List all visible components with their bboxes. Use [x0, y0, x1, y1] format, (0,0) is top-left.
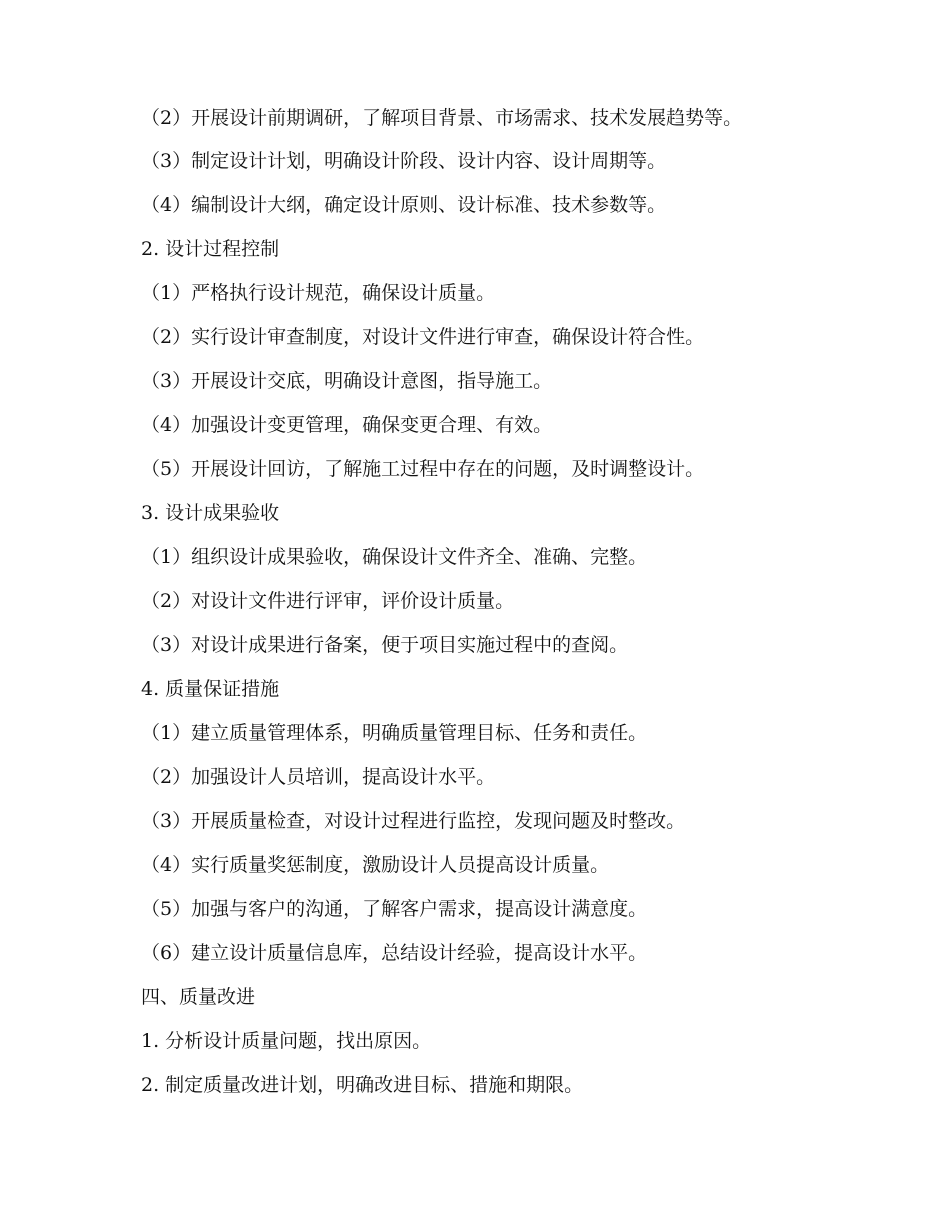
- section-heading-quality-assurance: 4. 质量保证措施: [141, 678, 280, 700]
- list-item-improvement-plan: 2. 制定质量改进计划，明确改进目标、措施和期限。: [141, 1074, 584, 1096]
- list-item-evaluation: （2）对设计文件进行评审，评价设计质量。: [141, 590, 515, 612]
- list-item-design-plan: （3）制定设计计划，明确设计阶段、设计内容、设计周期等。: [141, 150, 667, 172]
- list-item-standards: （1）严格执行设计规范，确保设计质量。: [141, 282, 496, 304]
- list-item-quality-system: （1）建立质量管理体系，明确质量管理目标、任务和责任。: [141, 722, 648, 744]
- list-item-change-management: （4）加强设计变更管理，确保变更合理、有效。: [141, 414, 553, 436]
- list-item-acceptance: （1）组织设计成果验收，确保设计文件齐全、准确、完整。: [141, 546, 648, 568]
- list-item-knowledge-base: （6）建立设计质量信息库，总结设计经验，提高设计水平。: [141, 942, 648, 964]
- section-heading-quality-improvement: 四、质量改进: [141, 986, 256, 1008]
- section-heading-process-control: 2. 设计过程控制: [141, 238, 280, 260]
- document-body: [141, 108, 821, 1119]
- list-item-follow-up: （5）开展设计回访，了解施工过程中存在的问题，及时调整设计。: [141, 458, 705, 480]
- list-item-training: （2）加强设计人员培训，提高设计水平。: [141, 766, 496, 788]
- list-item-design-outline: （4）编制设计大纲，确定设计原则、设计标准、技术参数等。: [141, 194, 667, 216]
- list-item-review-system: （2）实行设计审查制度，对设计文件进行审查，确保设计符合性。: [141, 326, 705, 348]
- list-item-research: （2）开展设计前期调研，了解项目背景、市场需求、技术发展趋势等。: [141, 107, 743, 129]
- section-heading-acceptance: 3. 设计成果验收: [141, 502, 280, 524]
- list-item-communication: （5）加强与客户的沟通，了解客户需求，提高设计满意度。: [141, 898, 648, 920]
- list-item-analysis: 1. 分析设计质量问题，找出原因。: [141, 1030, 432, 1052]
- list-item-quality-inspection: （3）开展质量检查，对设计过程进行监控，发现问题及时整改。: [141, 810, 686, 832]
- list-item-filing: （3）对设计成果进行备案，便于项目实施过程中的查阅。: [141, 634, 629, 656]
- list-item-reward-system: （4）实行质量奖惩制度，激励设计人员提高设计质量。: [141, 854, 610, 876]
- list-item-disclosure: （3）开展设计交底，明确设计意图，指导施工。: [141, 370, 553, 392]
